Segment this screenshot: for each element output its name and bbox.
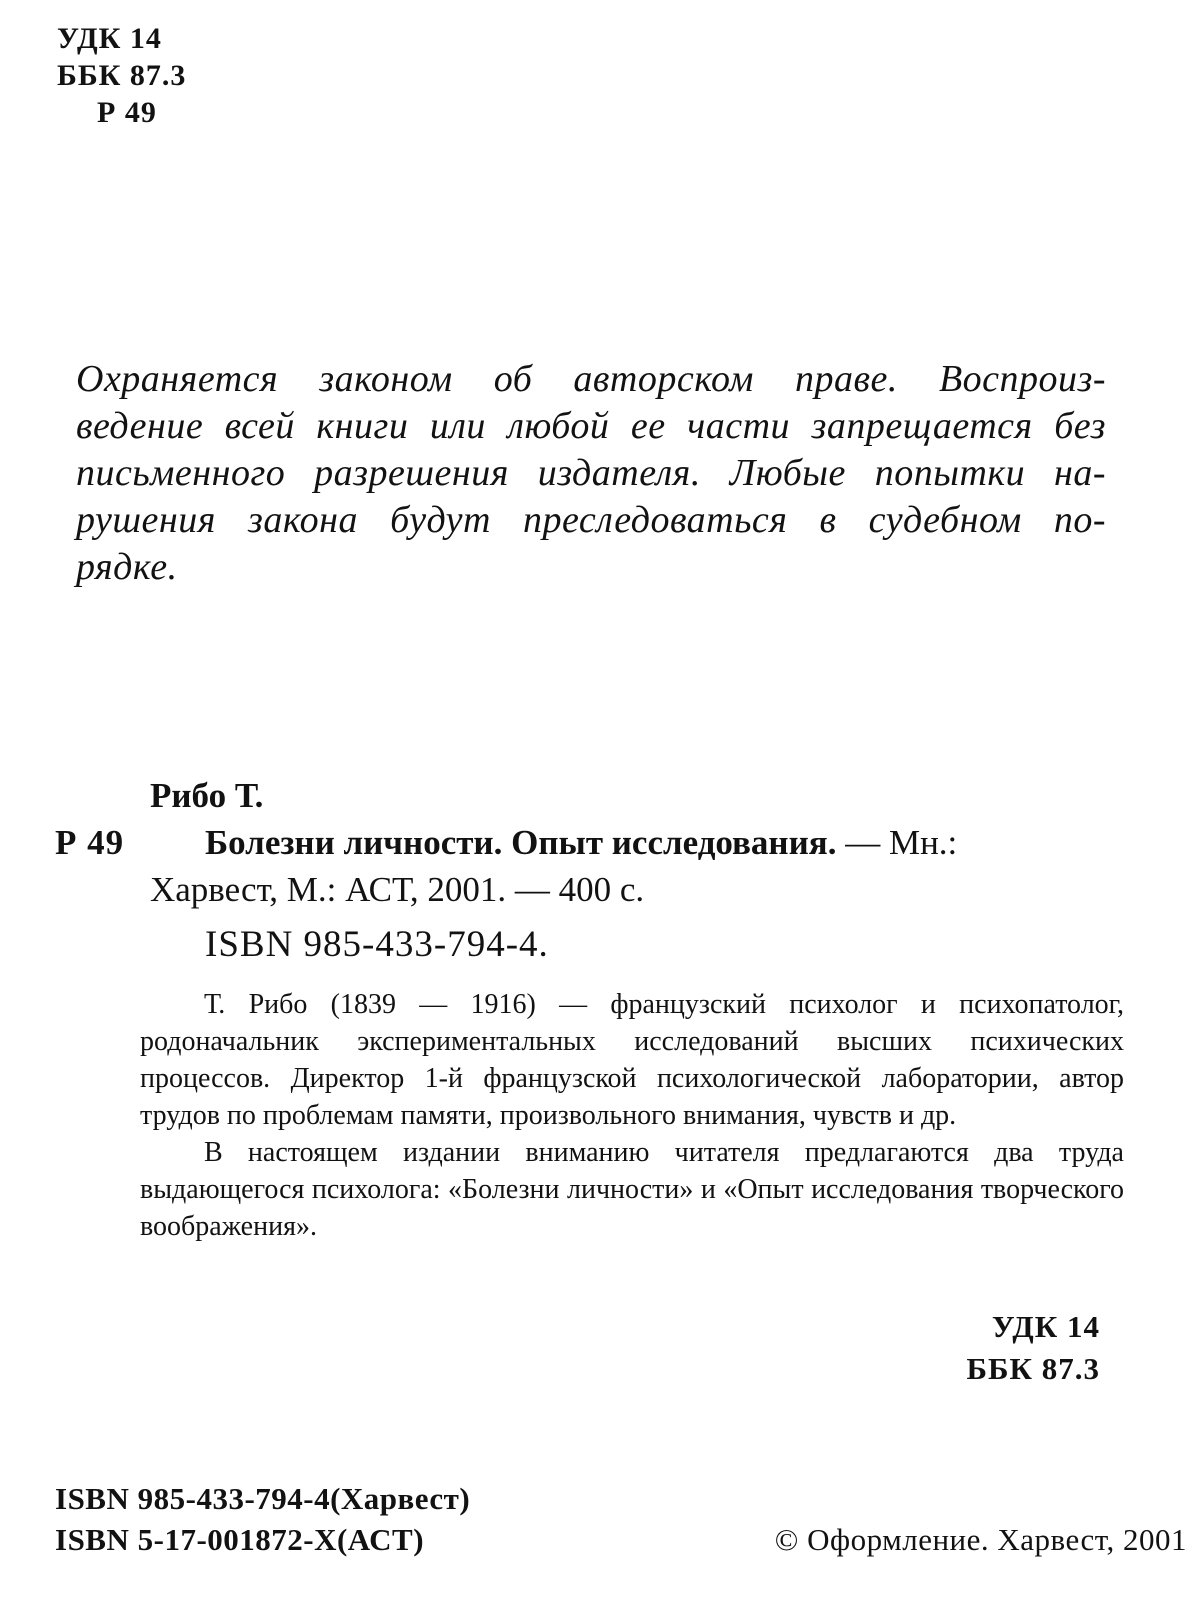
entry-title-line [205,819,1140,866]
notice-line: рядке. [76,546,178,588]
entry-author: Рибо Т. [150,776,264,815]
design-copyright: © Оформление. Харвест, 2001 [774,1522,1187,1557]
bottom-imprint-line [55,1478,1187,1560]
entry-isbn: ISBN 985-433-794-4. [205,924,549,965]
notice-line: ведение всей книги или любой ее части запрещается без [76,405,1106,447]
udk-code-right: УДК 14 [991,1309,1100,1344]
annotation-paragraph-edition-note: В настоящем издании вниманию читателя предлагаются два труда выдающегося психолога: «Болезни личности» и «Опыт исследования творческого воображения». [140,1137,1124,1242]
entry-index-code: Р 49 [55,823,125,862]
entry-title: Болезни личности. Опыт исследования. [205,823,837,862]
entry-title-tail: — Мн.: [845,823,958,862]
author-sign-code-top: Р 49 [97,96,157,129]
notice-line: письменного разрешения издателя. Любые попытки на- [76,452,1106,494]
notice-line: Охраняется законом об авторском праве. Воспроиз- [76,358,1106,400]
isbn-ast: ISBN 5-17-001872-X(АСТ) [55,1522,425,1557]
copyright-notice [76,356,1106,591]
notice-line: рушения закона будут преследоваться в судебном по- [76,499,1106,541]
bbk-code-top: ББК 87.3 [57,59,187,92]
classification-codes-right [967,1306,1100,1390]
annotation-paragraph-author-bio: Т. Рибо (1839 — 1916) — французский психолог и психопатолог, родоначальник экспериментальных исследований высших психических процессов. Директор 1-й французской психологической лаборатории, автор трудов по проблемам памяти, произвольного внимания, чувств и др. [140,989,1124,1131]
entry-publisher: Харвест, М.: АСТ, 2001. — 400 с. [150,870,645,909]
annotation-block [140,986,1124,1245]
catalog-entry [0,772,1200,968]
bbk-code-right: ББК 87.3 [966,1351,1100,1386]
udk-code-top: УДК 14 [57,22,162,55]
classification-codes-top [57,20,186,131]
isbn-harvest: ISBN 985-433-794-4(Харвест) [55,1481,471,1516]
